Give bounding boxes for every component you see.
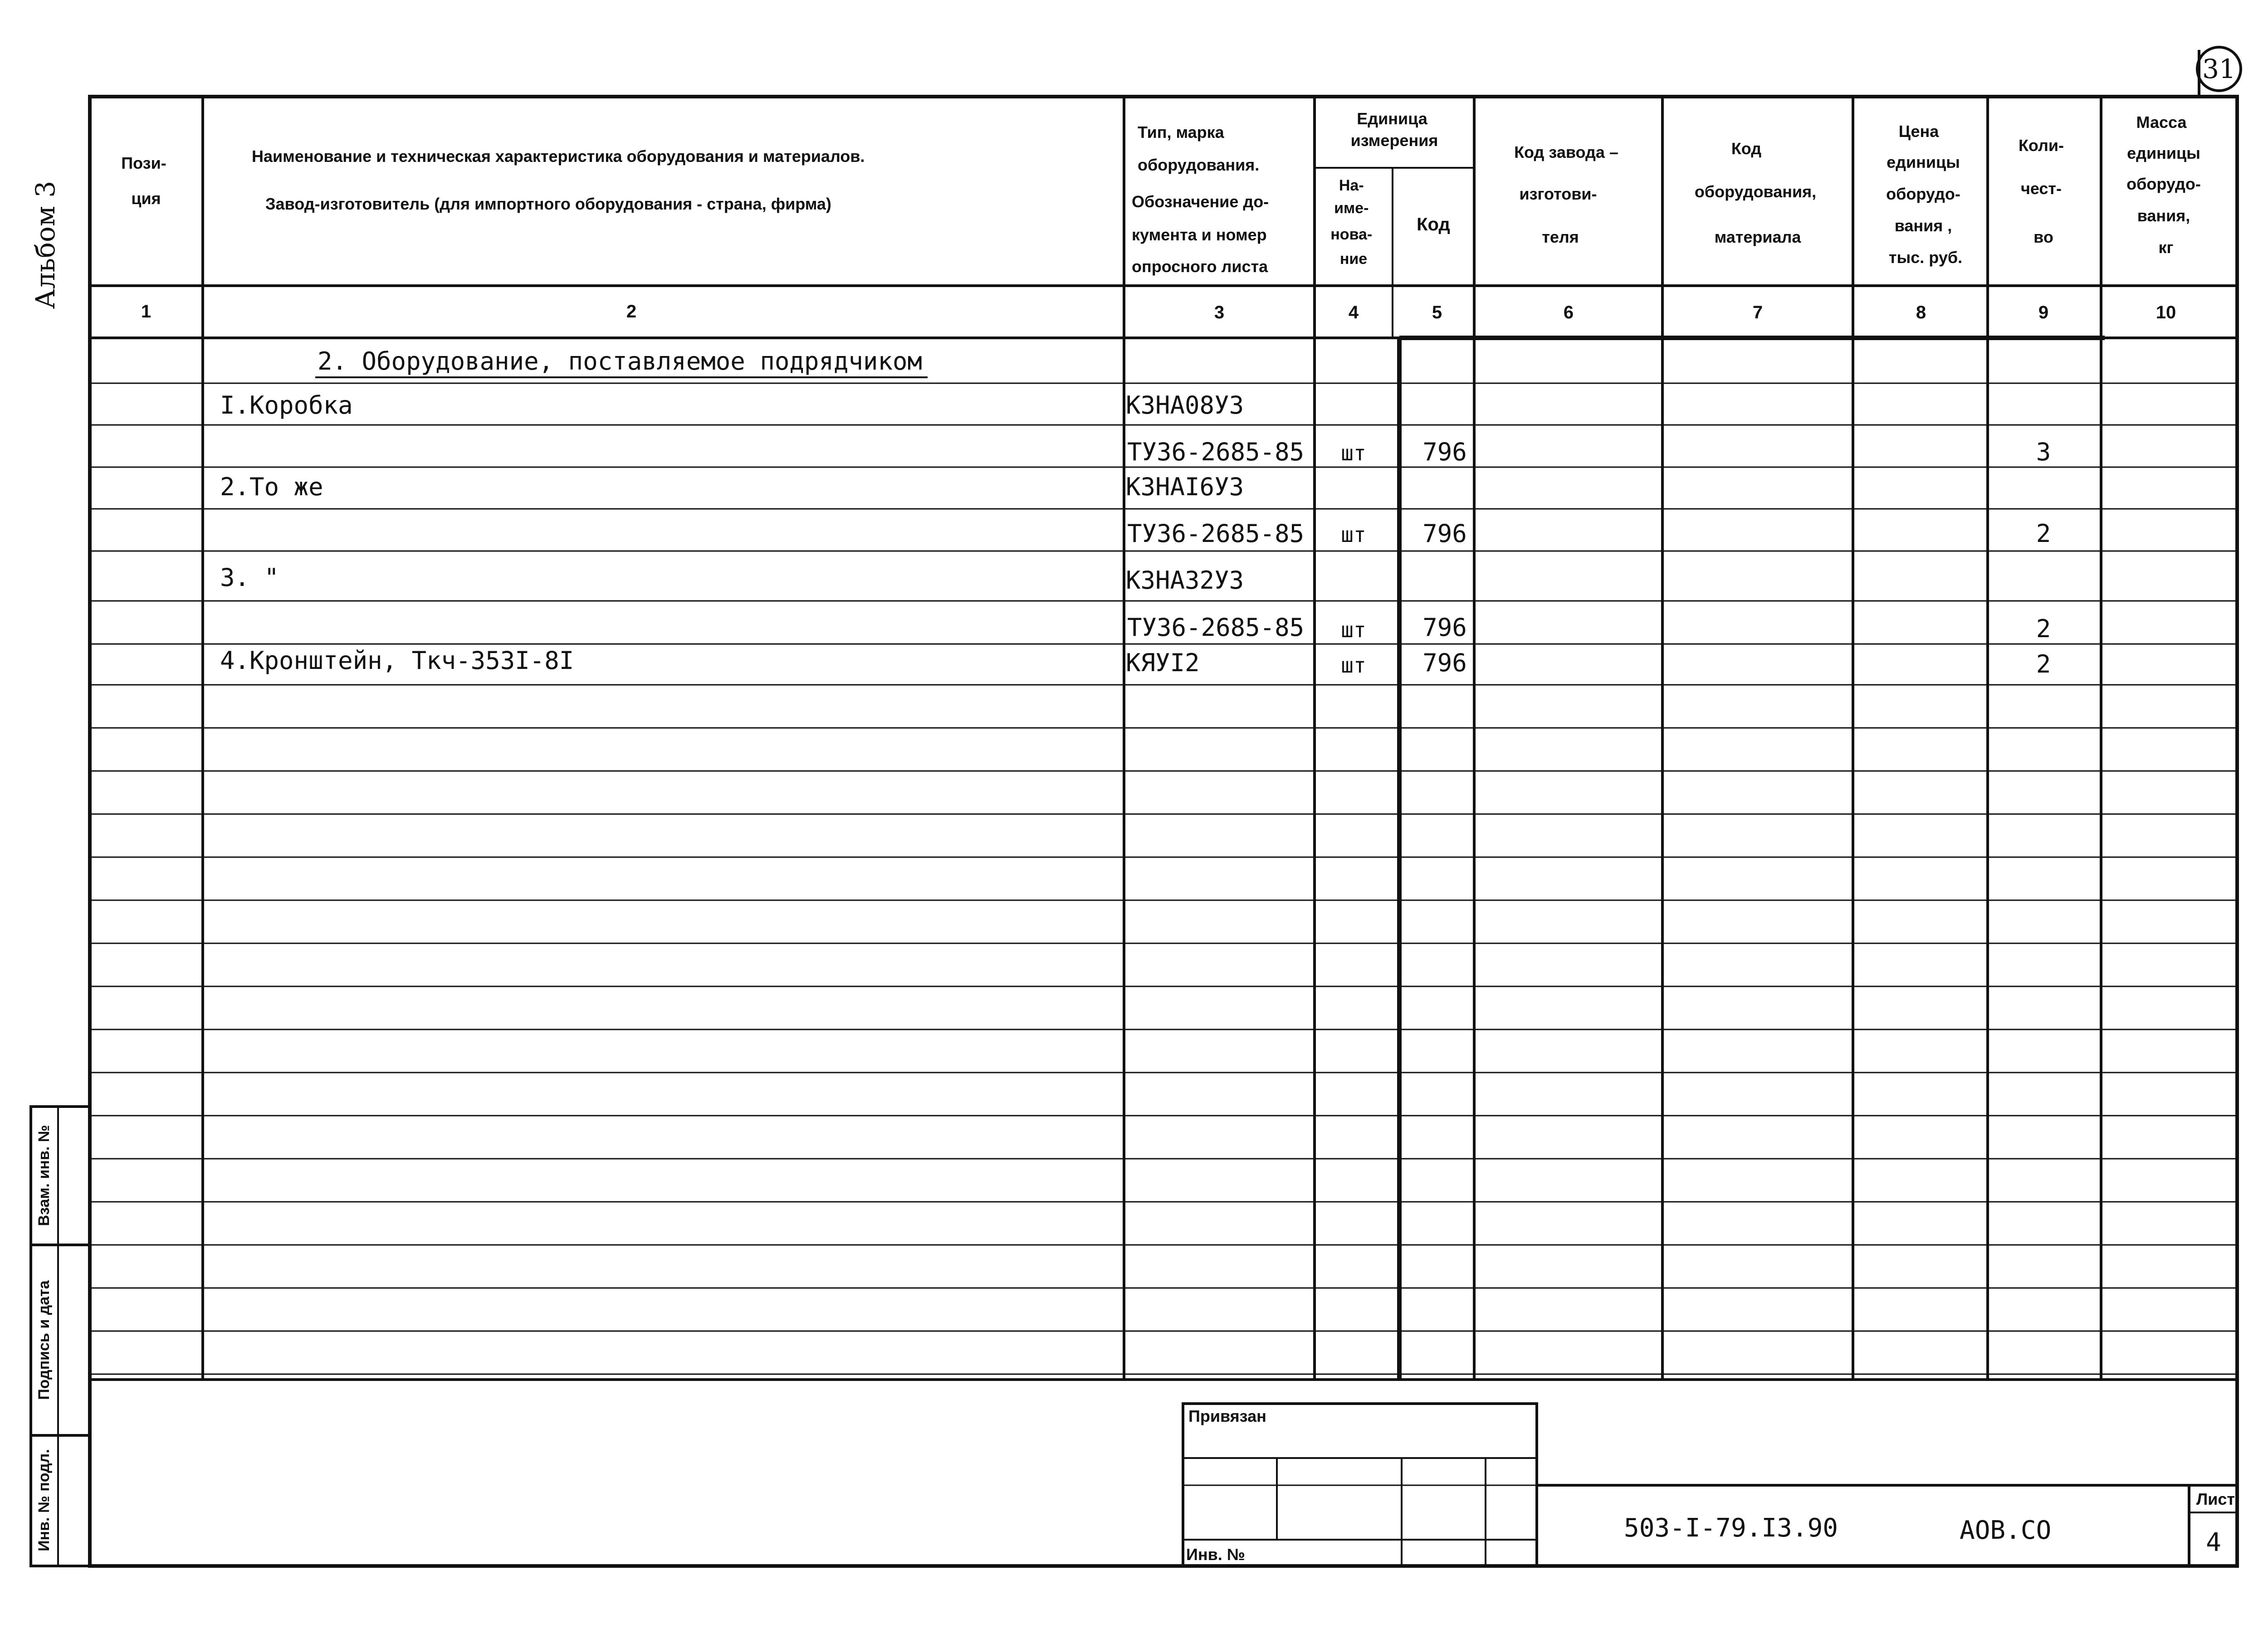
column-number: 6	[1563, 302, 1574, 322]
list-number: 4	[2206, 1528, 2221, 1557]
column-numbers	[141, 302, 2176, 322]
row-7	[220, 646, 2051, 678]
row-2	[1127, 438, 2051, 466]
doc-code: 503-I-79.I3.90	[1624, 1513, 1838, 1543]
doc-mark: АОВ.СО	[1960, 1516, 2052, 1545]
list-label: Лист	[2196, 1490, 2235, 1508]
table-grid	[90, 97, 2237, 1566]
column-number: 5	[1432, 302, 1442, 322]
column-number: 10	[2156, 302, 2176, 322]
column-number: 9	[2038, 302, 2049, 322]
row-unit: шт	[1341, 618, 1366, 642]
row-name: 4.Кронштейн, Ткч-353I-8I	[220, 646, 574, 675]
header-quantity: Коли- чест- во	[2018, 136, 2064, 246]
header-unit-mass: Масса единицы оборудо- вания, кг	[2126, 113, 2201, 257]
column-number: 4	[1348, 302, 1359, 322]
row-unit: шт	[1341, 522, 1366, 547]
album-label: Альбом 3	[30, 180, 61, 309]
header-factory-code: Код завода – изготови- теля	[1514, 143, 1618, 246]
sheet-number: 31	[2202, 54, 2236, 84]
column-number: 2	[626, 302, 637, 322]
column-number: 3	[1214, 302, 1225, 322]
header-unit-group: Единица измерения	[1350, 109, 1438, 150]
column-number: 1	[141, 302, 152, 322]
section-title: 2. Оборудование, поставляемое подрядчиком	[318, 347, 922, 376]
row-5	[220, 563, 1244, 595]
row-qty: 2	[2036, 519, 2051, 548]
column-lines	[203, 97, 2101, 1380]
row-code: 796	[1422, 613, 1467, 642]
header-name: Наименование и техническая характеристика оборудования и материалов. Завод-изготовитель (для импортного оборудования - страна, фирма)	[252, 147, 865, 213]
podpis-data-label: Подпись и дата	[35, 1280, 53, 1400]
row-1	[220, 391, 1244, 419]
column-number: 8	[1916, 302, 1926, 322]
row-4	[1127, 519, 2051, 548]
header-equipment-code: Код оборудования, материала	[1694, 139, 1817, 246]
row-code: 796	[1422, 519, 1467, 548]
inv-no-label: Инв. №	[1186, 1545, 1245, 1564]
row-type: ТУ36-2685-85	[1127, 519, 1305, 548]
row-unit: шт	[1341, 441, 1366, 465]
column-number: 7	[1752, 302, 1763, 322]
row-type: КЗНАI6УЗ	[1126, 473, 1244, 501]
row-6	[1127, 613, 2051, 643]
header-unit-name: На- име- нова- ние	[1330, 177, 1373, 268]
row-code: 796	[1422, 438, 1467, 466]
side-stamp-labels	[35, 1125, 53, 1551]
row-name: 2.То же	[220, 473, 323, 501]
row-type: КЗНА32УЗ	[1126, 566, 1244, 595]
header-unit-code: Код	[1417, 215, 1450, 234]
row-type: КЯУI2	[1126, 649, 1200, 677]
row-unit: шт	[1341, 653, 1366, 678]
privyazan-label: Привязан	[1188, 1407, 1266, 1425]
inv-podl-label: Инв. № подл.	[35, 1449, 53, 1551]
row-qty: 2	[2036, 615, 2051, 643]
header-type: Тип, марка оборудования. Обозначение до- кумента и номер опросного листа	[1132, 123, 1269, 276]
header-position: Пози- ция	[121, 154, 166, 208]
row-qty: 3	[2036, 438, 2051, 466]
column-headers	[121, 109, 2205, 276]
row-name: I.Коробка	[220, 391, 353, 419]
header-unit-price: Цена единицы оборудо- вания , тыс. руб.	[1886, 122, 1963, 267]
vzam-inv-label: Взам. инв. №	[35, 1125, 53, 1226]
row-qty: 2	[2036, 650, 2051, 678]
row-type: КЗНА08УЗ	[1126, 391, 1244, 419]
row-name: 3. "	[220, 563, 279, 592]
row-3	[220, 473, 1244, 501]
row-type: ТУ36-2685-85	[1127, 438, 1305, 466]
row-type: ТУ36-2685-85	[1127, 613, 1305, 642]
sheet-number-badge	[2197, 47, 2241, 95]
row-code: 796	[1422, 649, 1467, 677]
